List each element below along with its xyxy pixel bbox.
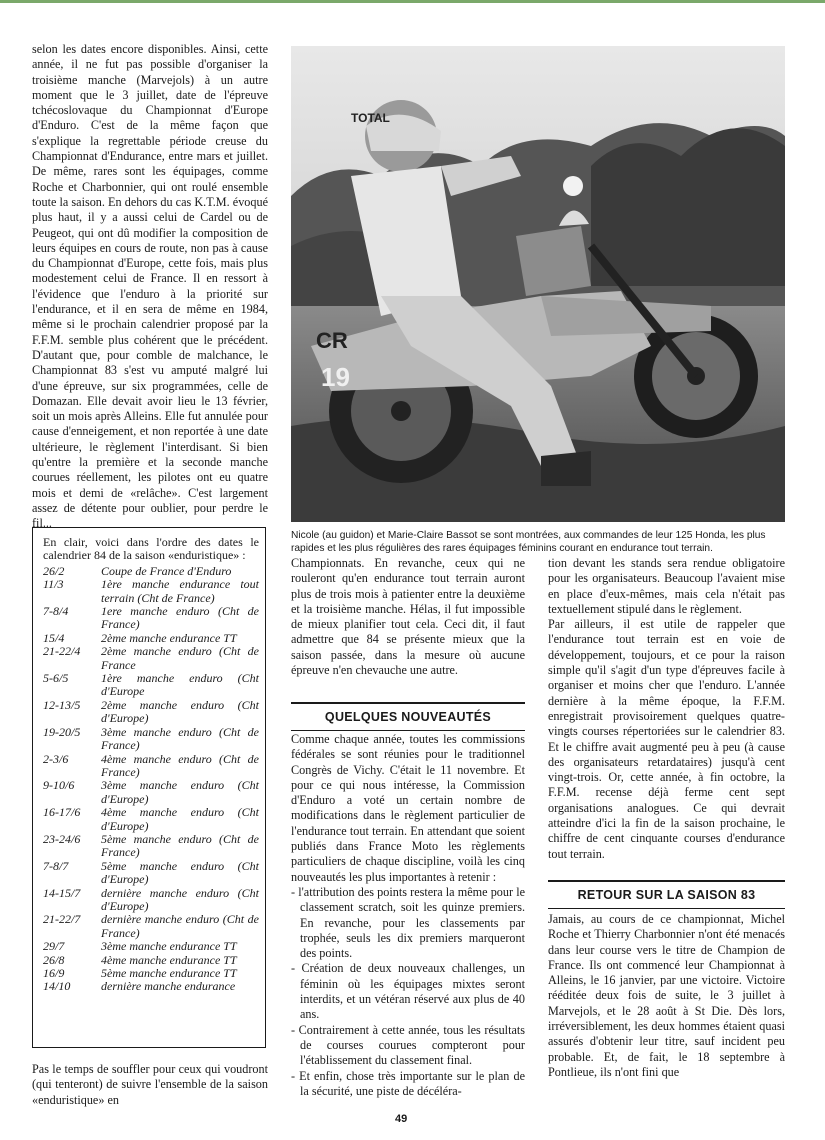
calendar-box [32,527,266,1048]
calendar-event: 1ère manche enduro (Cht d'Europe [101,671,259,699]
photo-illustration [291,46,785,522]
calendar-row [43,578,259,605]
photo-caption: Nicole (au guidon) et Marie-Claire Bassot se sont montrées, aux commandes de leur 125 Honda, les plus rapides et les plus régulières des rares équipages féminins courant en endurance tout terrain. [291,530,766,554]
calendar-row [43,672,259,699]
calendar-event: 3ème manche enduro (Cht d'Europe) [101,778,259,806]
paragraph: Pas le temps de souffler pour ceux qui voudront (qui tenteront) de suivre l'ensemble de la saison «enduristique» en [32,1062,268,1107]
calendar-row [43,913,259,940]
calendar-date: 14-15/7 [43,885,81,900]
column-3-top [548,556,785,862]
section-heading-saison-83: RETOUR SUR LA SAISON 83 [548,880,785,909]
column-2-top [291,556,525,678]
calendar-row [43,779,259,806]
calendar-row [43,699,259,726]
column-2-body [291,732,525,1099]
calendar-date: 11/3 [43,577,64,592]
calendar-date: 7-8/7 [43,858,69,873]
calendar-row [43,954,259,967]
list-item: - Et enfin, chose très importante sur le plan de la sécurité, une piste de décéléra- [291,1068,525,1098]
paragraph: tion devant les stands sera rendue obligatoire pour les organisateurs. Beaucoup l'avaient mise en place d'eux-mêmes, mais cela n'était pas textuellement stipulé dans le règlement. [548,556,785,616]
top-rule [0,0,825,3]
column-1-text [32,42,268,532]
rule-changes-list [291,885,525,1099]
calendar-event: 1ère manche endurance tout terrain (Cht de France) [101,577,259,605]
paragraph: Par ailleurs, il est utile de rappeler que l'endurance tout terrain est en voie de développement, toujours, et ce pour la raison simple qu'il s'agit d'un type d'épreuves facile à organiser et moins cher que l'enduro. L'année dernière à la même époque, la F.F.M. enregistrait provisoirement quelques quatre-vingts courses répertoriées sur le calendrier 83. Et le chiffre avait augmenté peu à peu (à cause des organisateurs retardataires) jusqu'à cent vingt-trois. Or, cette année, à fin octobre, la F.F.M. recense déjà ferme cent sept organisations analogues. Ce qui devrait atteindre d'ici la fin de la saison prochaine, le chiffre de cent cinquante courses d'endurance tout terrain. [548,617,785,861]
calendar-event: 4ème manche enduro (Cht d'Europe) [101,805,259,833]
calendar-row [43,806,259,833]
calendar-date: 12-13/5 [43,697,81,712]
paragraph: Comme chaque année, toutes les commissions fédérales se sont réunies pour le traditionnel Congrès de Vichy. C'était le 11 novembre. Et pour ce qui nous intéresse, la Commission d'Enduro a voté un certain nombre de modifications dans le règlement particulier de l'endurance tout terrain. En attendant que soient publiés dans France Moto les règlements particuliers de chaque discipline, voilà les cinq nouveautés les plus importantes à retenir : [291,732,525,884]
page-number: 49 [395,1113,408,1125]
calendar-row [43,632,259,645]
calendar-date: 23-24/6 [43,831,81,846]
calendar-date: 21-22/4 [43,644,81,659]
calendar-date: 19-20/5 [43,724,81,739]
calendar-event: 5ème manche enduro (Cht de France) [101,831,259,860]
calendar-date: 26/8 [43,952,65,967]
calendar-event: 2ème manche enduro (Cht de France [101,644,259,672]
calendar-event: 5ème manche endurance TT [101,966,237,980]
calendar-date: 5-6/5 [43,671,69,686]
calendar-row [43,565,259,578]
list-item: - Contrairement à cette année, tous les résultats de courses courues compteront pour l'établissement du classement final. [291,1022,525,1068]
side-panel-label: CR [316,328,348,353]
column-3-body [548,912,785,1080]
calendar-row [43,980,259,993]
calendar-date: 29/7 [43,939,65,954]
number-plate: 19 [321,362,350,392]
calendar-date: 2-3/6 [43,751,69,766]
calendar-list [43,565,259,994]
calendar-date: 16-17/6 [43,805,81,820]
calendar-event: 5ème manche enduro (Cht d'Europe) [101,858,259,887]
calendar-date: 14/10 [43,979,71,994]
calendar-date: 26/2 [43,563,65,578]
calendar-date: 7-8/4 [43,604,69,619]
motocross-photo [291,46,785,522]
column-1-bottom [32,1062,268,1108]
calendar-date: 9-10/6 [43,778,75,793]
calendar-row [43,753,259,780]
calendar-row [43,967,259,980]
list-item: - Création de deux nouveaux challenges, un féminin où les équipages mixtes seront interdits, et un vétéran réservé aux plus de 40 ans. [291,961,525,1022]
section-heading-nouveautes: QUELQUES NOUVEAUTÉS [291,702,525,731]
calendar-event: dernière manche endurance [101,979,236,994]
list-item: - l'attribution des points restera la même pour le classement scratch, soit les quinze premiers. En revanche, pour les classements par trophée, seuls les dix premiers marqueront des points. [291,884,525,961]
calendar-row [43,860,259,887]
calendar-event: 4ème manche endurance TT [101,952,237,967]
calendar-row [43,726,259,753]
calendar-date: 15/4 [43,630,65,645]
calendar-row [43,887,259,914]
paragraph: Jamais, au cours de ce championnat, Michel Roche et Thierry Charbonnier n'ont été menacés dans leur course vers le titre de Champion de France. Ils ont commencé leur Championnat à Alleins, le 16 janvier, par une victoire. Victoire rééditée deux fois de suite, le 3 juillet à Marvejols, et le 28 août à St Die. Dès lors, irréversiblement, les deux hommes étaient quasi assurés d'obtenir leur titre, sauf incident peu probable. Et, de fait, le 18 septembre à Pontlieue, ils n'ont fini que [548,912,785,1079]
calendar-event: dernière manche enduro (Cht d'Europe) [101,885,259,913]
calendar-row [43,605,259,632]
calendar-event: 3ème manche endurance TT [101,939,237,954]
paragraph: selon les dates encore disponibles. Ainsi, cette année, il ne fut pas possible d'organiser la troisième manche (Marvejols) à un autre moment que le 3 juillet, date de l'épreuve tchécoslovaque du Championnat d'Europe d'Enduro. C'est de la même façon que s'explique la regrettable période creuse du Championnat d'Endurance, entre mars et juillet. De même, rares sont les équipages, comme Roche et Charbonnier, qui ont roulé ensemble toute la saison. En dehors du cas K.T.M. évoqué plus haut, il y a aussi celui de Cardel ou de Peugeot, qui ont dû modifier la composition de leurs équipes en cours de route, non pas à cause du Championnat d'Europe, cette fois, mais plus modestement celui de France. Il en ressort à l'évidence que l'enduro à la priorité sur l'endurance, et il en sera de même en 1984, même si le prochain calendrier proposé par la F.F.M. semble plus cohérent que le précédent. D'autant que, pour comble de malchance, le Championnat 83 s'est vu amputé malgré lui d'une épreuve, sur six programmées, celle de Domazan. Elle devait avoir lieu le 13 février, soit un mois après Alleins. Elle fut annulée pour cause d'enneigement, et non reportée à une date ultérieure, le règlement l'interdisant. Si bien qu'entre la première et la seconde manche courues réellement, les pilotes ont eu quatre mois et demi de «relâche». C'est largement assez de détente pour oublier, pour perdre le fil... [32,42,268,531]
calendar-event: dernière manche enduro (Cht de France) [101,912,259,940]
calendar-row [43,940,259,953]
calendar-event: 3ème manche enduro (Cht de France) [101,724,259,753]
calendar-event: 2ème manche enduro (Cht d'Europe) [101,697,259,726]
calendar-event: Coupe de France d'Enduro [101,563,232,578]
helmet-logo: TOTAL [351,111,390,125]
calendar-row [43,645,259,672]
calendar-row [43,833,259,860]
calendar-date: 21-22/7 [43,912,81,927]
paragraph: Championnats. En revanche, ceux qui ne rouleront qu'en endurance tout terrain auront plus de trois mois à patienter entre la deuxième et la troisième manche. Hélas, il fut impossible de mieux planifier tout cela. Ceci dit, il faut admettre que 84 se présente mieux que la saison passée, dans la mesure où aucune épreuve n'en chevauche une autre. [291,556,525,678]
calendar-date: 16/9 [43,966,65,980]
calendar-intro: En clair, voici dans l'ordre des dates le calendrier 84 de la saison «enduristique» : [43,535,259,563]
calendar-event: 1ere manche enduro (Cht de France) [101,604,259,632]
calendar-event: 2ème manche endurance TT [101,630,237,645]
calendar-event: 4ème manche enduro (Cht de France) [101,751,259,779]
